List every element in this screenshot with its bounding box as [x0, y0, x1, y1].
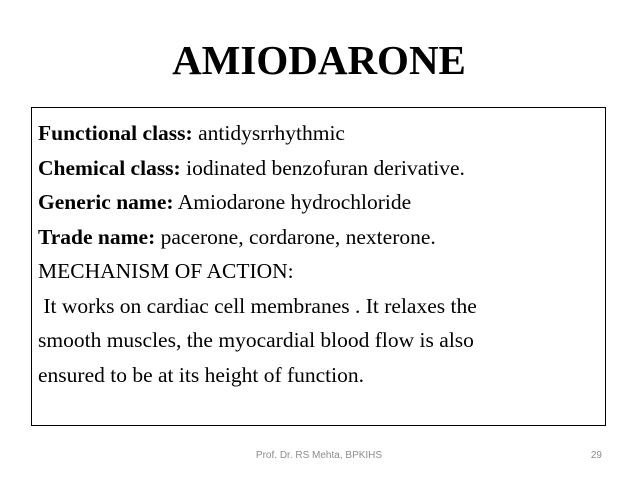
page-number: 29 [590, 450, 602, 461]
chemical-class-line [38, 151, 599, 186]
mechanism-text-line: It works on cardiac cell membranes . It relaxes the [38, 293, 477, 318]
field-label: Chemical class: [38, 155, 181, 180]
field-label: Trade name: [38, 224, 156, 249]
generic-name-line [38, 185, 599, 220]
mechanism-text-line: smooth muscles, the myocardial blood flow is also [38, 328, 474, 352]
functional-class-line [38, 116, 599, 151]
field-value: antidysrrhythmic [192, 121, 345, 145]
content-box [31, 107, 606, 426]
trade-name-line [38, 220, 599, 255]
mechanism-text-line: ensured to be at its height of function. [38, 362, 365, 387]
field-label: Generic name: [38, 190, 174, 214]
slide-title: AMIODARONE [172, 37, 466, 83]
field-value: iodinated benzofuran derivative. [180, 155, 465, 180]
mechanism-heading: MECHANISM OF ACTION: [38, 259, 294, 283]
field-value: Amiodarone hydrochloride [173, 190, 412, 214]
field-label: Functional class: [38, 121, 193, 145]
field-value: pacerone, cordarone, nexterone. [155, 224, 436, 249]
footer-author: Prof. Dr. RS Mehta, BPKIHS [255, 450, 383, 461]
